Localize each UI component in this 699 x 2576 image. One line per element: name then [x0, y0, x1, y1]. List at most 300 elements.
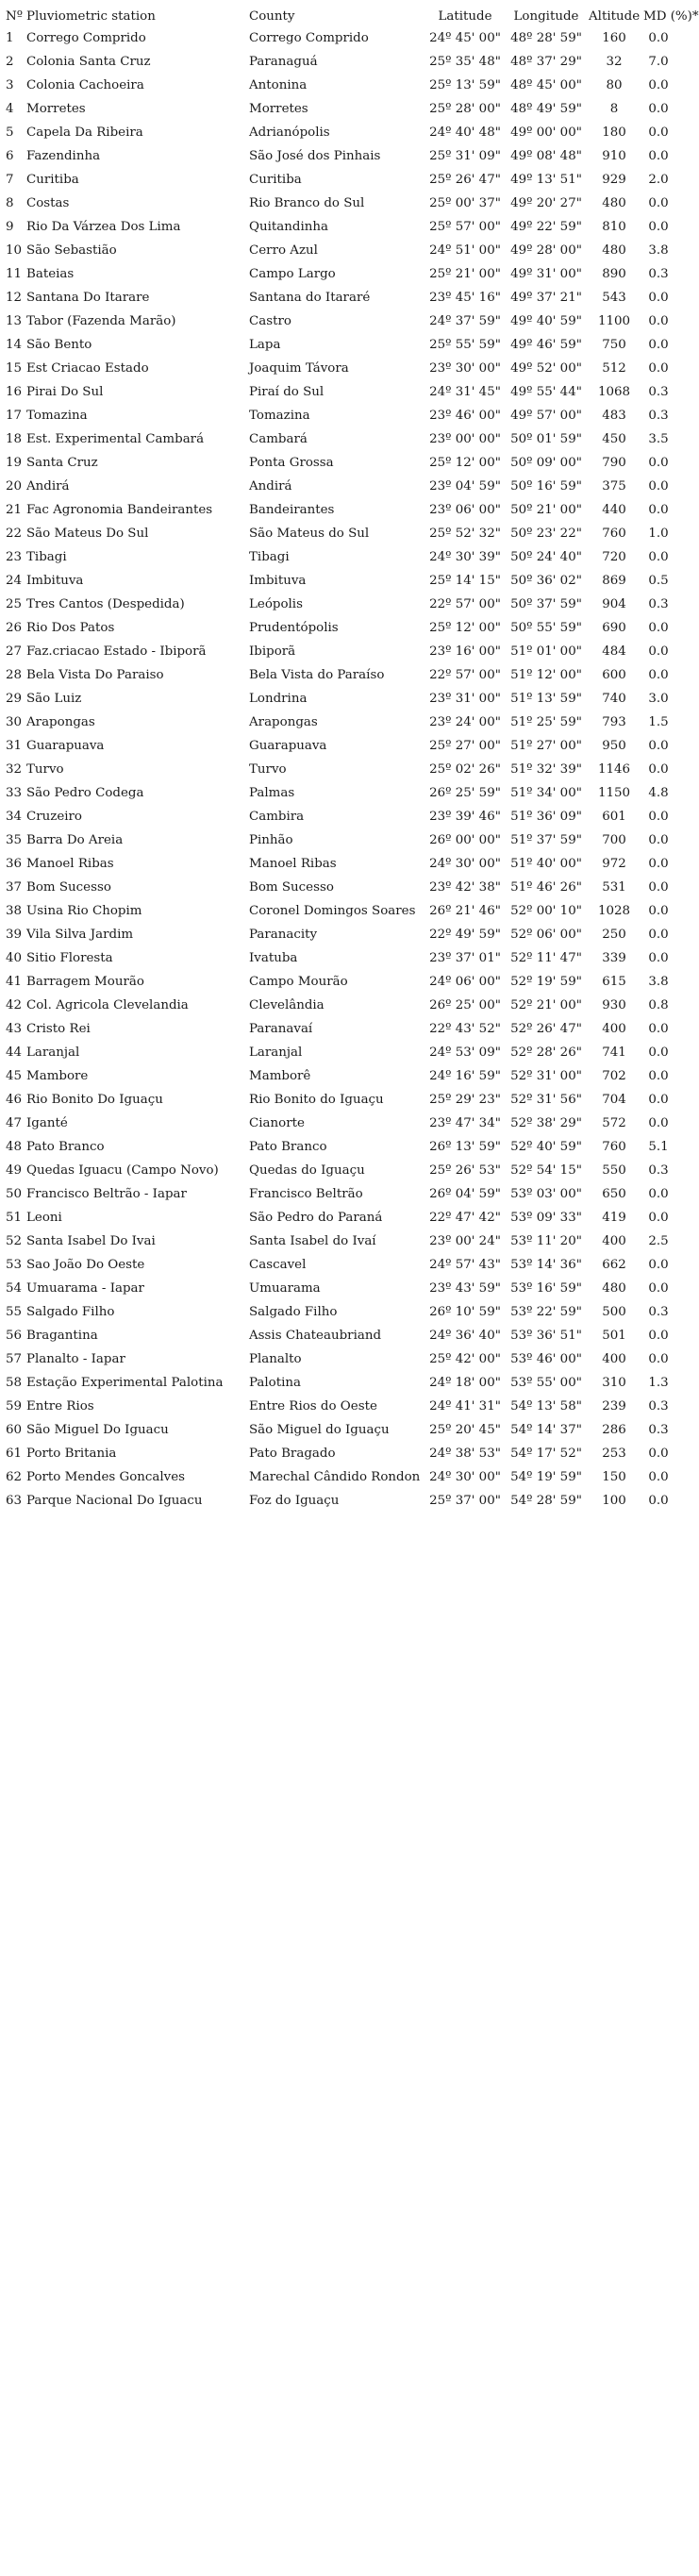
header-longitude: Longitude — [513, 8, 579, 24]
cell-no: 55 — [6, 1305, 23, 1319]
cell-county: Santana do Itararé — [249, 291, 371, 305]
cell-station: Entre Rios — [26, 1399, 94, 1413]
cell-latitude: 25º 42' 00" — [429, 1352, 501, 1366]
cell-no: 53 — [6, 1258, 23, 1272]
cell-station: São Mateus Do Sul — [26, 527, 149, 541]
cell-no: 57 — [6, 1352, 23, 1366]
cell-no: 36 — [6, 857, 23, 871]
cell-station: Quedas Iguacu (Campo Novo) — [26, 1163, 219, 1178]
cell-no: 20 — [6, 479, 23, 493]
cell-longitude: 51º 34' 00" — [510, 786, 582, 800]
cell-longitude: 49º 22' 59" — [510, 220, 582, 234]
cell-md: 0.3 — [648, 597, 669, 611]
cell-latitude: 24º 31' 45" — [429, 385, 501, 399]
table-row — [4, 923, 675, 946]
table-row — [4, 1324, 675, 1347]
cell-station: Curitiba — [26, 173, 79, 187]
cell-no: 12 — [6, 291, 23, 305]
cell-md: 0.8 — [648, 998, 669, 1012]
cell-latitude: 26º 25' 00" — [429, 998, 501, 1012]
cell-latitude: 23º 39' 46" — [429, 810, 501, 824]
cell-no: 34 — [6, 810, 23, 824]
cell-longitude: 50º 36' 02" — [510, 574, 582, 588]
cell-altitude: 790 — [602, 456, 626, 470]
cell-station: Leoni — [26, 1211, 62, 1225]
cell-longitude: 49º 08' 48" — [510, 149, 582, 163]
cell-altitude: 600 — [602, 668, 626, 682]
table-row — [4, 1206, 675, 1229]
cell-altitude: 100 — [602, 1494, 626, 1508]
cell-altitude: 650 — [602, 1187, 626, 1201]
table-row — [4, 475, 675, 498]
header-county: County — [249, 8, 295, 24]
cell-station: Manoel Ribas — [26, 857, 114, 871]
cell-longitude: 50º 37' 59" — [510, 597, 582, 611]
cell-county: Planalto — [249, 1352, 302, 1366]
cell-md: 0.3 — [648, 1163, 669, 1178]
cell-station: Salgado Filho — [26, 1305, 115, 1319]
cell-altitude: 950 — [602, 739, 626, 753]
cell-latitude: 25º 27' 00" — [429, 739, 501, 753]
cell-altitude: 484 — [602, 644, 626, 659]
cell-no: 28 — [6, 668, 23, 682]
cell-longitude: 52º 06' 00" — [510, 928, 582, 942]
cell-station: Sitio Floresta — [26, 951, 113, 965]
cell-md: 0.0 — [648, 880, 669, 895]
cell-longitude: 49º 28' 00" — [510, 243, 582, 258]
table-row — [4, 616, 675, 640]
cell-county: Curitiba — [249, 173, 302, 187]
cell-county: Marechal Cândido Rondon — [249, 1470, 421, 1484]
table-row — [4, 899, 675, 923]
cell-no: 15 — [6, 361, 23, 376]
cell-no: 46 — [6, 1093, 23, 1107]
cell-station: São Bento — [26, 338, 92, 352]
cell-county: Turvo — [249, 762, 287, 777]
cell-altitude: 550 — [602, 1163, 626, 1178]
table-row — [4, 1182, 675, 1206]
cell-md: 0.0 — [648, 78, 669, 92]
cell-county: Tomazina — [249, 409, 310, 423]
cell-county: Coronel Domingos Soares — [249, 904, 416, 918]
cell-altitude: 531 — [602, 880, 626, 895]
cell-longitude: 52º 21' 00" — [510, 998, 582, 1012]
cell-md: 0.0 — [648, 904, 669, 918]
cell-latitude: 24º 30' 39" — [429, 550, 501, 564]
cell-longitude: 48º 37' 29" — [510, 55, 582, 69]
cell-latitude: 26º 10' 59" — [429, 1305, 501, 1319]
cell-md: 0.0 — [648, 1093, 669, 1107]
cell-station: Colonia Santa Cruz — [26, 55, 151, 69]
cell-county: Cerro Azul — [249, 243, 318, 258]
cell-county: Salgado Filho — [249, 1305, 338, 1319]
cell-altitude: 80 — [606, 78, 623, 92]
cell-md: 0.3 — [648, 409, 669, 423]
cell-altitude: 1028 — [597, 904, 631, 918]
cell-station: Morretes — [26, 102, 86, 116]
cell-longitude: 51º 13' 59" — [510, 692, 582, 706]
cell-md: 0.0 — [648, 314, 669, 328]
table-row — [4, 522, 675, 545]
cell-station: Porto Britania — [26, 1447, 117, 1461]
cell-altitude: 810 — [602, 220, 626, 234]
cell-altitude: 440 — [602, 503, 626, 517]
cell-longitude: 54º 19' 59" — [510, 1470, 582, 1484]
cell-longitude: 49º 57' 00" — [510, 409, 582, 423]
cell-station: Capela Da Ribeira — [26, 125, 143, 140]
table-row — [4, 663, 675, 687]
cell-station: Est. Experimental Cambará — [26, 432, 205, 446]
table-row — [4, 1112, 675, 1135]
cell-no: 40 — [6, 951, 23, 965]
cell-latitude: 26º 21' 46" — [429, 904, 501, 918]
cell-station: Tabor (Fazenda Marão) — [26, 314, 176, 328]
cell-station: Tibagi — [26, 550, 67, 564]
cell-county: Mamborê — [249, 1069, 311, 1083]
cell-longitude: 49º 13' 51" — [510, 173, 582, 187]
cell-no: 51 — [6, 1211, 23, 1225]
cell-longitude: 49º 20' 27" — [510, 196, 582, 210]
cell-altitude: 910 — [602, 149, 626, 163]
cell-altitude: 740 — [602, 692, 626, 706]
cell-altitude: 239 — [602, 1399, 626, 1413]
cell-latitude: 22º 57' 00" — [429, 668, 501, 682]
cell-station: Sao João Do Oeste — [26, 1258, 145, 1272]
cell-no: 41 — [6, 975, 23, 989]
cell-latitude: 25º 31' 09" — [429, 149, 501, 163]
cell-station: Faz.criacao Estado - Ibiporã — [26, 644, 207, 659]
cell-md: 0.0 — [648, 1494, 669, 1508]
cell-station: Porto Mendes Goncalves — [26, 1470, 186, 1484]
cell-md: 0.0 — [648, 125, 669, 140]
cell-md: 0.0 — [648, 1022, 669, 1036]
cell-latitude: 24º 36' 40" — [429, 1329, 501, 1343]
cell-station: Fac Agronomia Bandeirantes — [26, 503, 213, 517]
cell-md: 2.5 — [648, 1234, 669, 1248]
cell-latitude: 25º 12' 00" — [429, 456, 501, 470]
cell-altitude: 929 — [602, 173, 626, 187]
cell-no: 30 — [6, 715, 23, 729]
cell-county: Guarapuava — [249, 739, 327, 753]
cell-station: Costas — [26, 196, 70, 210]
cell-county: Pato Branco — [249, 1140, 327, 1154]
cell-station: Bateias — [26, 267, 75, 281]
cell-md: 0.3 — [648, 1399, 669, 1413]
cell-no: 56 — [6, 1329, 23, 1343]
table-row — [4, 427, 675, 451]
cell-county: Rio Bonito do Iguaçu — [249, 1093, 384, 1107]
table-row — [4, 1159, 675, 1182]
table-row — [4, 946, 675, 970]
cell-longitude: 50º 23' 22" — [510, 527, 582, 541]
table-row — [4, 687, 675, 711]
cell-md: 0.0 — [648, 1187, 669, 1201]
cell-altitude: 869 — [602, 574, 626, 588]
cell-md: 0.0 — [648, 1258, 669, 1272]
cell-county: Castro — [249, 314, 291, 328]
cell-altitude: 793 — [602, 715, 626, 729]
cell-no: 38 — [6, 904, 23, 918]
cell-md: 2.0 — [648, 173, 669, 187]
cell-no: 50 — [6, 1187, 23, 1201]
cell-county: Santa Isabel do Ivaí — [249, 1234, 376, 1248]
cell-no: 7 — [6, 173, 14, 187]
cell-station: Rio Da Várzea Dos Lima — [26, 220, 181, 234]
cell-station: Usina Rio Chopim — [26, 904, 142, 918]
cell-md: 0.0 — [648, 762, 669, 777]
cell-no: 4 — [6, 102, 14, 116]
cell-county: Piraí do Sul — [249, 385, 325, 399]
cell-station: Pirai Do Sul — [26, 385, 104, 399]
cell-latitude: 23º 45' 16" — [429, 291, 501, 305]
cell-altitude: 480 — [602, 196, 626, 210]
cell-md: 0.0 — [648, 338, 669, 352]
cell-latitude: 24º 57' 43" — [429, 1258, 501, 1272]
cell-station: Arapongas — [26, 715, 95, 729]
table-row — [4, 1277, 675, 1300]
cell-altitude: 400 — [602, 1234, 626, 1248]
cell-longitude: 53º 22' 59" — [510, 1305, 582, 1319]
cell-no: 32 — [6, 762, 23, 777]
cell-longitude: 51º 25' 59" — [510, 715, 582, 729]
cell-no: 29 — [6, 692, 23, 706]
cell-altitude: 702 — [602, 1069, 626, 1083]
table-row — [4, 144, 675, 168]
cell-altitude: 1146 — [597, 762, 631, 777]
cell-md: 1.0 — [648, 527, 669, 541]
cell-md: 0.0 — [648, 1045, 669, 1060]
cell-altitude: 615 — [602, 975, 626, 989]
cell-county: Londrina — [249, 692, 308, 706]
cell-altitude: 8 — [609, 102, 619, 116]
cell-no: 5 — [6, 125, 14, 140]
cell-md: 4.8 — [648, 786, 669, 800]
cell-md: 1.3 — [648, 1376, 669, 1390]
cell-station: Bom Sucesso — [26, 880, 111, 895]
cell-county: Foz do Iguaçu — [249, 1494, 340, 1508]
cell-latitude: 25º 26' 47" — [429, 173, 501, 187]
pluviometric-stations-table — [4, 6, 699, 1513]
cell-station: Francisco Beltrão - Iapar — [26, 1187, 187, 1201]
cell-latitude: 23º 37' 01" — [429, 951, 501, 965]
cell-no: 45 — [6, 1069, 23, 1083]
cell-county: São José dos Pinhais — [249, 149, 381, 163]
cell-latitude: 24º 06' 00" — [429, 975, 501, 989]
cell-md: 0.0 — [648, 928, 669, 942]
cell-longitude: 53º 03' 00" — [510, 1187, 582, 1201]
cell-station: Santana Do Itarare — [26, 291, 150, 305]
cell-longitude: 54º 17' 52" — [510, 1447, 582, 1461]
cell-county: Palotina — [249, 1376, 302, 1390]
cell-county: Campo Mourão — [249, 975, 348, 989]
cell-latitude: 22º 57' 00" — [429, 597, 501, 611]
cell-latitude: 25º 35' 48" — [429, 55, 501, 69]
cell-md: 5.1 — [648, 1140, 669, 1154]
cell-no: 59 — [6, 1399, 23, 1413]
cell-md: 0.0 — [648, 857, 669, 871]
table-row — [4, 262, 675, 286]
table-row — [4, 380, 675, 404]
header-md: MD (%)* — [643, 8, 699, 24]
cell-latitude: 23º 31' 00" — [429, 692, 501, 706]
cell-no: 47 — [6, 1116, 23, 1130]
cell-station: Iganté — [26, 1116, 68, 1130]
table-row — [4, 1064, 675, 1088]
header-latitude: Latitude — [438, 8, 492, 24]
cell-latitude: 22º 47' 42" — [429, 1211, 501, 1225]
cell-latitude: 24º 16' 59" — [429, 1069, 501, 1083]
cell-station: Mambore — [26, 1069, 89, 1083]
cell-latitude: 25º 26' 53" — [429, 1163, 501, 1178]
cell-county: Paranavaí — [249, 1022, 313, 1036]
cell-latitude: 23º 42' 38" — [429, 880, 501, 895]
cell-latitude: 26º 00' 00" — [429, 833, 501, 847]
cell-longitude: 52º 28' 26" — [510, 1045, 582, 1060]
cell-county: Clevelândia — [249, 998, 325, 1012]
table-row — [4, 1041, 675, 1064]
cell-longitude: 51º 12' 00" — [510, 668, 582, 682]
cell-no: 9 — [6, 220, 14, 234]
cell-altitude: 150 — [602, 1470, 626, 1484]
table-row — [4, 50, 675, 74]
cell-county: Ponta Grossa — [249, 456, 334, 470]
cell-no: 24 — [6, 574, 23, 588]
table-row — [4, 852, 675, 876]
cell-county: Bom Sucesso — [249, 880, 334, 895]
cell-longitude: 50º 24' 40" — [510, 550, 582, 564]
cell-longitude: 49º 37' 21" — [510, 291, 582, 305]
cell-county: São Miguel do Iguaçu — [249, 1423, 390, 1437]
cell-county: Arapongas — [249, 715, 318, 729]
cell-longitude: 51º 01' 00" — [510, 644, 582, 659]
cell-md: 0.0 — [648, 31, 669, 45]
cell-county: Morretes — [249, 102, 308, 116]
cell-no: 13 — [6, 314, 23, 328]
table-row — [4, 758, 675, 781]
cell-longitude: 51º 46' 26" — [510, 880, 582, 895]
table-row — [4, 404, 675, 427]
cell-latitude: 23º 00' 00" — [429, 432, 501, 446]
cell-county: Pinhão — [249, 833, 293, 847]
table-row — [4, 451, 675, 475]
cell-longitude: 53º 11' 20" — [510, 1234, 582, 1248]
cell-altitude: 741 — [602, 1045, 626, 1060]
cell-no: 26 — [6, 621, 23, 635]
table-row — [4, 498, 675, 522]
cell-station: Rio Dos Patos — [26, 621, 115, 635]
cell-md: 0.0 — [648, 1470, 669, 1484]
cell-county: Leópolis — [249, 597, 303, 611]
cell-no: 3 — [6, 78, 14, 92]
table-row — [4, 1465, 675, 1489]
cell-no: 35 — [6, 833, 23, 847]
cell-longitude: 54º 14' 37" — [510, 1423, 582, 1437]
cell-county: Quitandinha — [249, 220, 328, 234]
cell-county: Cascavel — [249, 1258, 307, 1272]
table-row — [4, 1395, 675, 1418]
cell-station: Vila Silva Jardim — [26, 928, 134, 942]
table-row — [4, 309, 675, 333]
cell-latitude: 24º 18' 00" — [429, 1376, 501, 1390]
cell-station: Cruzeiro — [26, 810, 82, 824]
cell-md: 0.0 — [648, 833, 669, 847]
table-row — [4, 828, 675, 852]
cell-longitude: 50º 16' 59" — [510, 479, 582, 493]
cell-altitude: 480 — [602, 243, 626, 258]
cell-station: Guarapuava — [26, 739, 105, 753]
cell-altitude: 700 — [602, 833, 626, 847]
cell-station: Turvo — [26, 762, 64, 777]
cell-altitude: 904 — [602, 597, 626, 611]
cell-latitude: 25º 14' 15" — [429, 574, 501, 588]
cell-md: 0.0 — [648, 196, 669, 210]
cell-md: 0.3 — [648, 1423, 669, 1437]
cell-md: 0.0 — [648, 668, 669, 682]
table-row — [4, 1135, 675, 1159]
cell-longitude: 50º 01' 59" — [510, 432, 582, 446]
table-row — [4, 239, 675, 262]
cell-altitude: 1068 — [597, 385, 631, 399]
cell-md: 0.0 — [648, 550, 669, 564]
cell-latitude: 24º 45' 00" — [429, 31, 501, 45]
cell-latitude: 23º 06' 00" — [429, 503, 501, 517]
cell-no: 63 — [6, 1494, 23, 1508]
cell-latitude: 25º 00' 37" — [429, 196, 501, 210]
cell-latitude: 24º 38' 53" — [429, 1447, 501, 1461]
cell-county: Paranaguá — [249, 55, 318, 69]
cell-county: Antonina — [249, 78, 308, 92]
cell-longitude: 52º 11' 47" — [510, 951, 582, 965]
cell-county: Lapa — [249, 338, 281, 352]
cell-latitude: 23º 16' 00" — [429, 644, 501, 659]
cell-no: 1 — [6, 31, 14, 45]
cell-longitude: 52º 40' 59" — [510, 1140, 582, 1154]
cell-altitude: 419 — [602, 1211, 626, 1225]
cell-latitude: 24º 37' 59" — [429, 314, 501, 328]
cell-altitude: 890 — [602, 267, 626, 281]
cell-no: 18 — [6, 432, 23, 446]
table-row — [4, 192, 675, 215]
table-row — [4, 1347, 675, 1371]
cell-longitude: 51º 36' 09" — [510, 810, 582, 824]
cell-latitude: 25º 57' 00" — [429, 220, 501, 234]
cell-no: 58 — [6, 1376, 23, 1390]
cell-no: 60 — [6, 1423, 23, 1437]
cell-altitude: 250 — [602, 928, 626, 942]
cell-station: São Miguel Do Iguacu — [26, 1423, 169, 1437]
cell-county: Bandeirantes — [249, 503, 335, 517]
cell-no: 48 — [6, 1140, 23, 1154]
cell-longitude: 53º 14' 36" — [510, 1258, 582, 1272]
cell-md: 7.0 — [648, 55, 669, 69]
table-row — [4, 1229, 675, 1253]
cell-md: 0.0 — [648, 1352, 669, 1366]
cell-station: Imbituva — [26, 574, 84, 588]
cell-md: 3.8 — [648, 975, 669, 989]
cell-station: Barragem Mourão — [26, 975, 144, 989]
cell-latitude: 24º 30' 00" — [429, 1470, 501, 1484]
cell-station: Santa Isabel Do Ivai — [26, 1234, 156, 1248]
cell-altitude: 1150 — [597, 786, 631, 800]
cell-longitude: 54º 28' 59" — [510, 1494, 582, 1508]
cell-latitude: 24º 51' 00" — [429, 243, 501, 258]
cell-no: 27 — [6, 644, 23, 659]
cell-county: Manoel Ribas — [249, 857, 337, 871]
cell-no: 49 — [6, 1163, 23, 1178]
cell-no: 23 — [6, 550, 23, 564]
cell-longitude: 53º 36' 51" — [510, 1329, 582, 1343]
cell-longitude: 48º 45' 00" — [510, 78, 582, 92]
